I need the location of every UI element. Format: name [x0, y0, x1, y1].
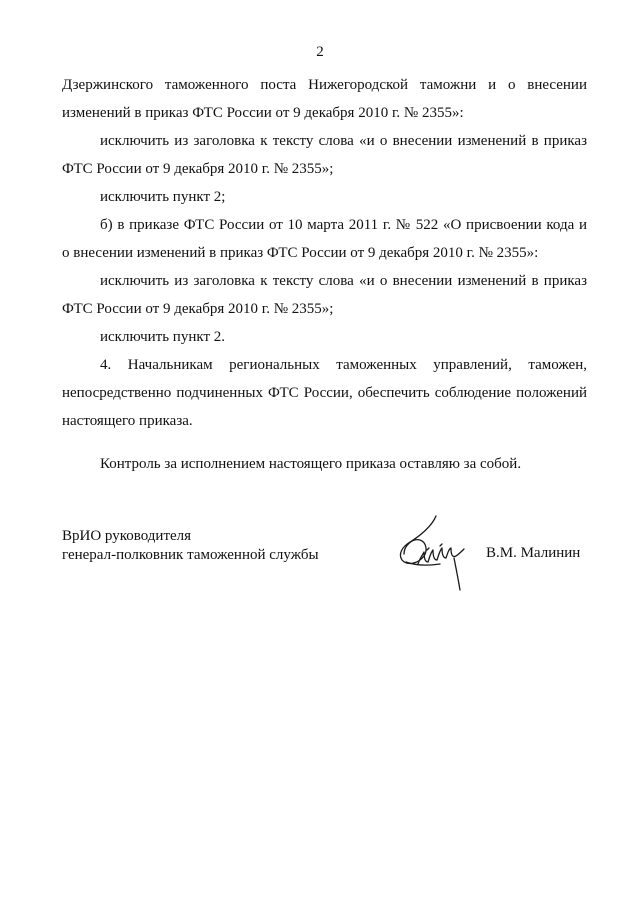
- paragraph-1-line-2: изменений в приказ ФТС России от 9 декабря 2010 г. № 2355»:: [62, 105, 464, 121]
- signatory-position: [62, 527, 319, 565]
- paragraph-5-line-1: исключить из заголовка к тексту слова «и о внесении изменений в приказ: [100, 273, 587, 289]
- paragraph-2-line-1: исключить из заголовка к тексту слова «и о внесении изменений в приказ: [100, 133, 587, 149]
- paragraph-7-line-2: непосредственно подчиненных ФТС России, обеспечить соблюдение положений: [62, 385, 587, 401]
- paragraph-4-line-2: о внесении изменений в приказ ФТС России от 9 декабря 2010 г. № 2355»:: [62, 245, 539, 261]
- signatory-name: В.М. Малинин: [486, 545, 581, 561]
- paragraph-4-line-1: б) в приказе ФТС России от 10 марта 2011 г. № 522 «О присвоении кода и: [100, 217, 587, 233]
- handwritten-signature: [392, 512, 472, 594]
- paragraph-5-line-2: ФТС России от 9 декабря 2010 г. № 2355»;: [62, 301, 334, 317]
- paragraph-3: исключить пункт 2;: [100, 189, 226, 205]
- paragraph-6: исключить пункт 2.: [100, 329, 226, 345]
- page-number: 2: [316, 44, 324, 60]
- paragraph-1-line-1: Дзержинского таможенного поста Нижегородской таможни и о внесении: [62, 77, 587, 93]
- signatory-position-line-1: ВрИО руководителя: [62, 528, 192, 544]
- paragraph-8: Контроль за исполнением настоящего приказа оставляю за собой.: [100, 456, 522, 472]
- paragraph-7-line-3: настоящего приказа.: [62, 413, 193, 429]
- paragraph-7-line-1: 4. Начальникам региональных таможенных управлений, таможен,: [100, 357, 587, 373]
- paragraph-2-line-2: ФТС России от 9 декабря 2010 г. № 2355»;: [62, 161, 334, 177]
- signatory-position-line-2: генерал-полковник таможенной службы: [62, 547, 319, 563]
